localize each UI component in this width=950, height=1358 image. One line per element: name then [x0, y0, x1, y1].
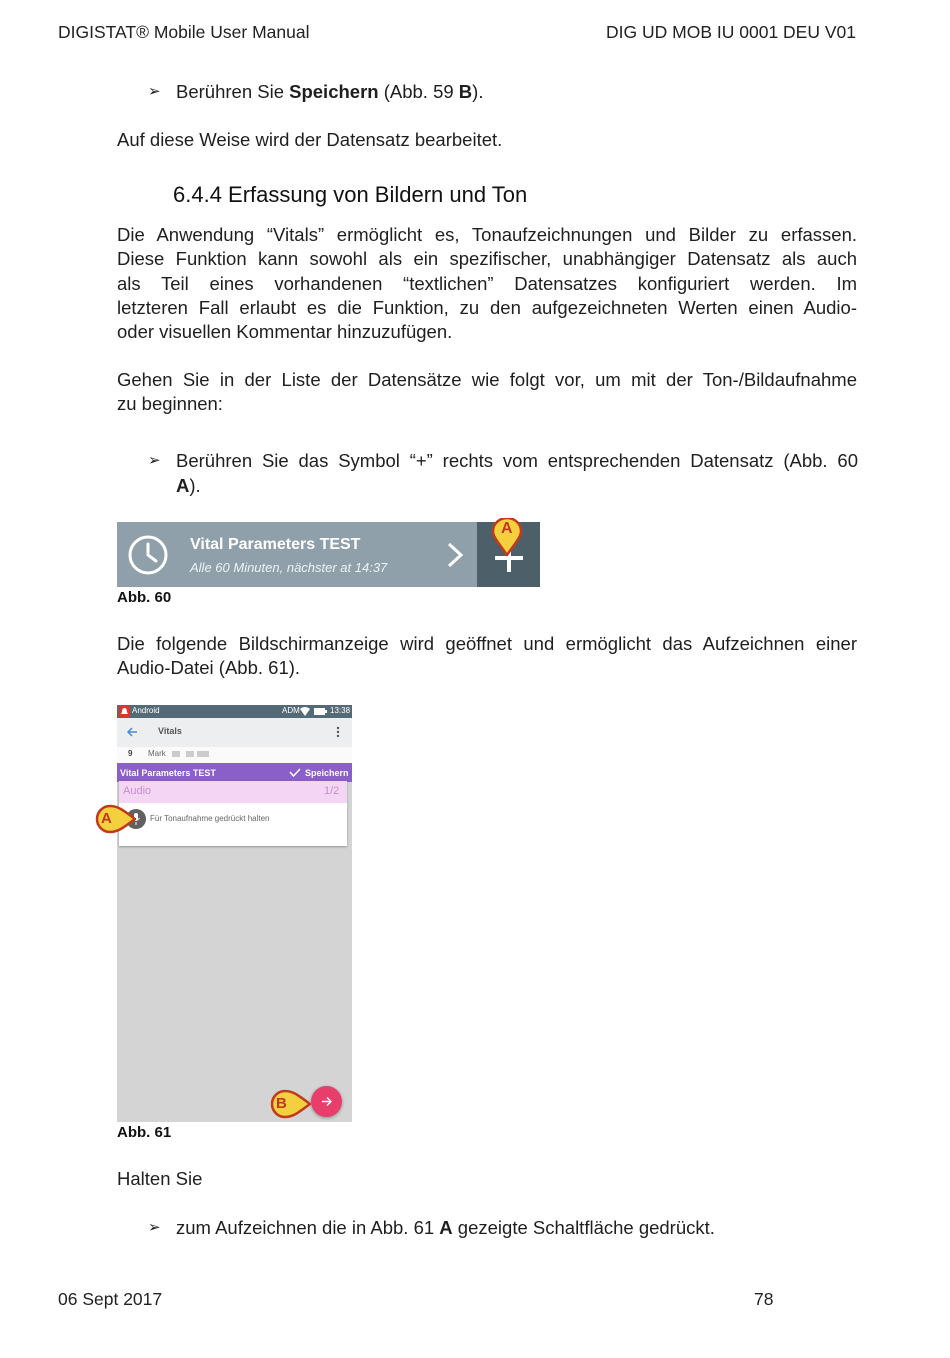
bullet-item: ➢ Berühren Sie Speichern (Abb. 59 B).	[148, 81, 484, 102]
paragraph: Auf diese Weise wird der Datensatz bearbeitet.	[117, 129, 503, 150]
header-left: DIGISTAT® Mobile User Manual	[58, 22, 310, 42]
redacted-text	[186, 751, 194, 757]
alarm-bell-icon	[119, 706, 130, 717]
app-title: Vitals	[158, 726, 182, 736]
page-number: 78	[754, 1289, 774, 1309]
next-fab-button[interactable]	[311, 1086, 342, 1117]
arrow-bullet-icon: ➢	[148, 83, 161, 100]
arrow-bullet-icon: ➢	[148, 1219, 161, 1236]
paragraph-intro: Die Anwendung “Vitals” ermöglicht es, Tonaufzeichnungen und Bilder zu erfassen. Diese Funktion kann sowohl als ein spezifischer, unabhängiger Datensatz als auch als Teil eines vorhandenen “textlichen” Datensatzes konfiguriert werden. Im letzteren Fall erlaubt es die Funktion, zu den aufgezeichneten Werten einen Audio- oder visuellen Kommentar hinzuzufügen.	[117, 224, 857, 343]
arrow-right-icon	[321, 1096, 332, 1107]
app-bar	[117, 718, 352, 747]
figure-phone-screenshot	[117, 705, 352, 1122]
overflow-menu-icon[interactable]	[336, 726, 340, 738]
record-hint: Für Tonaufnahme gedrückt halten	[150, 814, 270, 823]
battery-icon	[314, 708, 327, 715]
bullet-item: ➢ zum Aufzeichnen die in Abb. 61 A gezeigte Schaltfläche gedrückt.	[148, 1217, 715, 1238]
status-bar: Android ADM 13:38	[117, 705, 352, 718]
figure-caption: Abb. 60	[117, 589, 172, 606]
paragraph: Halten Sie	[117, 1168, 203, 1189]
audio-header: Audio 1/2	[119, 781, 347, 803]
redacted-text	[197, 751, 209, 757]
arrow-bullet-icon: ➢	[148, 452, 161, 469]
figure-record-row	[117, 522, 540, 587]
wifi-icon	[300, 707, 310, 716]
callout-marker-b: B	[269, 1089, 311, 1119]
section-heading: 6.4.4 Erfassung von Bildern und Ton	[173, 182, 528, 207]
record-schedule: Alle 60 Minuten, nächster at 14:37	[190, 560, 388, 575]
figure-caption: Abb. 61	[117, 1124, 172, 1141]
record-title: Vital Parameters TEST	[190, 536, 361, 553]
audio-card	[119, 781, 347, 846]
record-header-bar: Vital Parameters TEST Speichern	[117, 763, 352, 782]
bullet-item: ➢ Berühren Sie das Symbol “+” rechts vom entsprechenden Datensatz (Abb. 60 A).	[148, 450, 858, 496]
footer-date: 06 Sept 2017	[58, 1289, 163, 1309]
callout-marker-a: A	[490, 518, 524, 556]
clock-icon	[127, 534, 169, 576]
chevron-right-icon[interactable]	[445, 542, 465, 568]
patient-row: 9 Mark	[117, 747, 352, 764]
paragraph: Die folgende Bildschirmanzeige wird geöffnet und ermöglicht das Aufzeichnen einer Audio-Datei (Abb. 61).	[117, 633, 857, 679]
header-right: DIG UD MOB IU 0001 DEU V01	[606, 22, 856, 42]
check-icon	[289, 768, 301, 777]
callout-marker-a: A	[94, 804, 136, 834]
redacted-text	[172, 751, 180, 757]
back-arrow-icon[interactable]	[126, 727, 138, 737]
paragraph: Gehen Sie in der Liste der Datensätze wie folgt vor, um mit der Ton-/Bildaufnahme zu beginnen:	[117, 369, 857, 415]
